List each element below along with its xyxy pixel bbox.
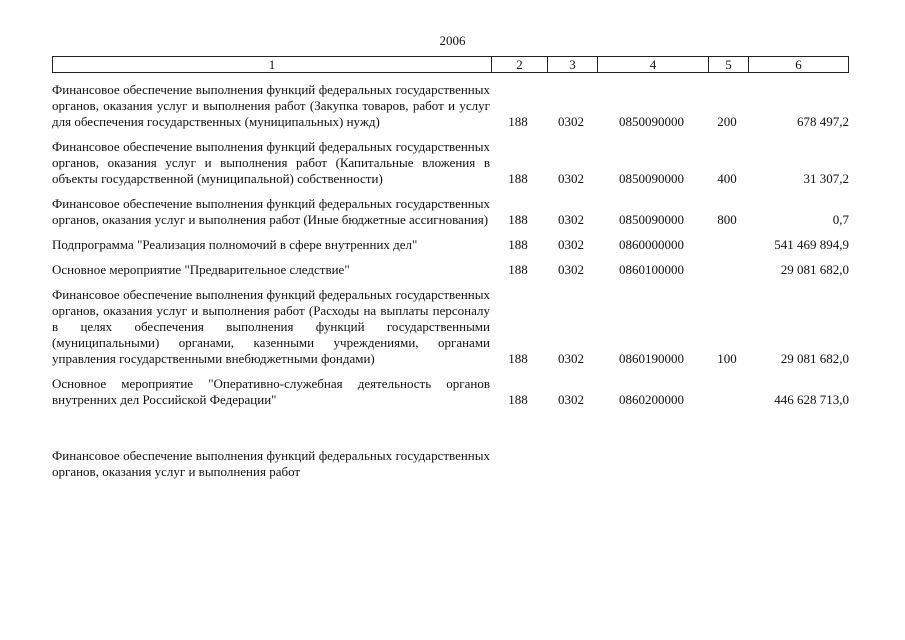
row-amount: 0,7	[832, 212, 849, 227]
column-header-1: 1	[53, 57, 492, 73]
row-target-code: 0850090000	[619, 212, 684, 227]
row-amount: 446 628 713,0	[774, 392, 849, 407]
row-ministry-code: 188	[508, 114, 528, 129]
column-header-3: 3	[548, 57, 598, 73]
row-amount: 29 081 682,0	[780, 262, 849, 277]
row-ministry-code: 188	[508, 392, 528, 407]
row-name: Основное мероприятие "Предварительное следствие"	[52, 262, 350, 277]
row-expense-type: 100	[717, 351, 737, 366]
row-amount: 541 469 894,9	[774, 237, 849, 252]
row-name: Финансовое обеспечение выполнения функций федеральных государственных органов, оказания услуг и выполнения работ	[52, 448, 490, 479]
row-section-code: 0302	[558, 212, 584, 227]
row-expense-type: 400	[717, 171, 737, 186]
budget-table-body	[52, 82, 849, 489]
column-header-2: 2	[492, 57, 548, 73]
row-section-code: 0302	[558, 392, 584, 407]
row-ministry-code: 188	[508, 212, 528, 227]
row-section-code: 0302	[558, 262, 584, 277]
table-row	[52, 196, 849, 228]
column-header-row	[53, 57, 849, 73]
column-header-5: 5	[709, 57, 749, 73]
row-target-code: 0860000000	[619, 237, 684, 252]
column-header-6: 6	[749, 57, 849, 73]
row-target-code: 0860200000	[619, 392, 684, 407]
row-name: Основное мероприятие "Оперативно-служебная деятельность органов внутренних дел Российской Федерации"	[52, 376, 490, 407]
table-row	[52, 82, 849, 130]
row-name: Финансовое обеспечение выполнения функций федеральных государственных органов, оказания услуг и выполнения работ (Капитальные вложения в объекты государственной (муниципальной) собственности)	[52, 139, 490, 186]
row-amount: 678 497,2	[797, 114, 849, 129]
page-number: 2006	[439, 33, 466, 48]
row-amount: 31 307,2	[803, 171, 849, 186]
row-expense-type: 800	[717, 212, 737, 227]
row-amount: 29 081 682,0	[780, 351, 849, 366]
row-target-code: 0860190000	[619, 351, 684, 366]
row-name: Финансовое обеспечение выполнения функций федеральных государственных органов, оказания услуг и выполнения работ (Расходы на выплаты персоналу в целях обеспечения выполнения функций государственными (муниципальными) органами, казенными учреждениями, органами управления государственными внебюджетными фондами)	[52, 287, 490, 366]
row-ministry-code: 188	[508, 237, 528, 252]
row-ministry-code: 188	[508, 351, 528, 366]
table-row	[52, 139, 849, 187]
row-section-code: 0302	[558, 114, 584, 129]
row-name: Финансовое обеспечение выполнения функций федеральных государственных органов, оказания услуг и выполнения работ (Закупка товаров, работ и услуг для обеспечения государственных (муниципальных) нужд)	[52, 82, 490, 129]
row-expense-type: 200	[717, 114, 737, 129]
row-section-code: 0302	[558, 171, 584, 186]
table-row	[52, 262, 849, 278]
table-row	[52, 287, 849, 367]
table-row	[52, 448, 849, 480]
row-target-code: 0850090000	[619, 171, 684, 186]
row-target-code: 0860100000	[619, 262, 684, 277]
row-section-code: 0302	[558, 237, 584, 252]
row-section-code: 0302	[558, 351, 584, 366]
row-target-code: 0850090000	[619, 114, 684, 129]
column-header-table	[52, 56, 849, 73]
column-header-4: 4	[598, 57, 709, 73]
row-ministry-code: 188	[508, 262, 528, 277]
row-name: Подпрограмма "Реализация полномочий в сфере внутренних дел"	[52, 237, 418, 252]
row-ministry-code: 188	[508, 171, 528, 186]
table-row	[52, 376, 849, 408]
row-name: Финансовое обеспечение выполнения функций федеральных государственных органов, оказания услуг и выполнения работ (Иные бюджетные ассигнования)	[52, 196, 490, 227]
table-row	[52, 237, 849, 253]
